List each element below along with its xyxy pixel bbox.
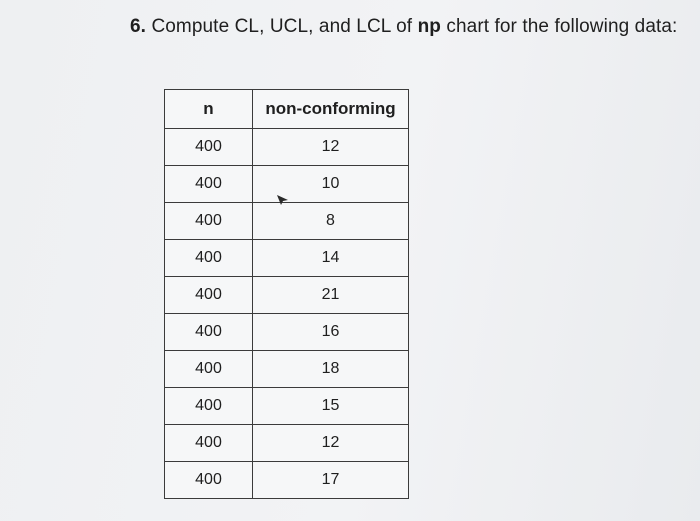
header-n: n <box>165 90 253 129</box>
question-text-before: Compute CL, UCL, and LCL of <box>151 16 413 37</box>
cell-non-conforming: 16 <box>253 314 409 351</box>
cell-non-conforming: 10 <box>253 166 409 203</box>
cell-n: 400 <box>165 240 253 277</box>
table-row <box>165 314 409 351</box>
cell-n: 400 <box>165 314 253 351</box>
table-row <box>165 462 409 499</box>
cell-non-conforming: 8 <box>253 203 409 240</box>
cell-n: 400 <box>165 388 253 425</box>
table-row <box>165 240 409 277</box>
data-table <box>164 89 409 499</box>
table-row <box>165 388 409 425</box>
cell-non-conforming: 15 <box>253 388 409 425</box>
pointer-cursor-icon <box>276 194 290 206</box>
table-row <box>165 425 409 462</box>
cell-n: 400 <box>165 166 253 203</box>
cell-non-conforming: 17 <box>253 462 409 499</box>
cell-non-conforming: 12 <box>253 129 409 166</box>
table-row <box>165 277 409 314</box>
cell-n: 400 <box>165 462 253 499</box>
question-text <box>130 16 677 38</box>
cell-non-conforming: 18 <box>253 351 409 388</box>
cell-n: 400 <box>165 129 253 166</box>
header-non-conforming: non-conforming <box>253 90 409 129</box>
cell-non-conforming: 14 <box>253 240 409 277</box>
cell-n: 400 <box>165 425 253 462</box>
question-number: 6. <box>130 16 147 37</box>
question-bold-term: np <box>417 16 441 37</box>
table-row <box>165 203 409 240</box>
table-row <box>165 351 409 388</box>
cell-n: 400 <box>165 203 253 240</box>
question-text-after: chart for the following data: <box>446 16 678 37</box>
cell-n: 400 <box>165 277 253 314</box>
table-row <box>165 129 409 166</box>
table-header-row <box>165 90 409 129</box>
cell-non-conforming: 12 <box>253 425 409 462</box>
cell-non-conforming: 21 <box>253 277 409 314</box>
cell-n: 400 <box>165 351 253 388</box>
